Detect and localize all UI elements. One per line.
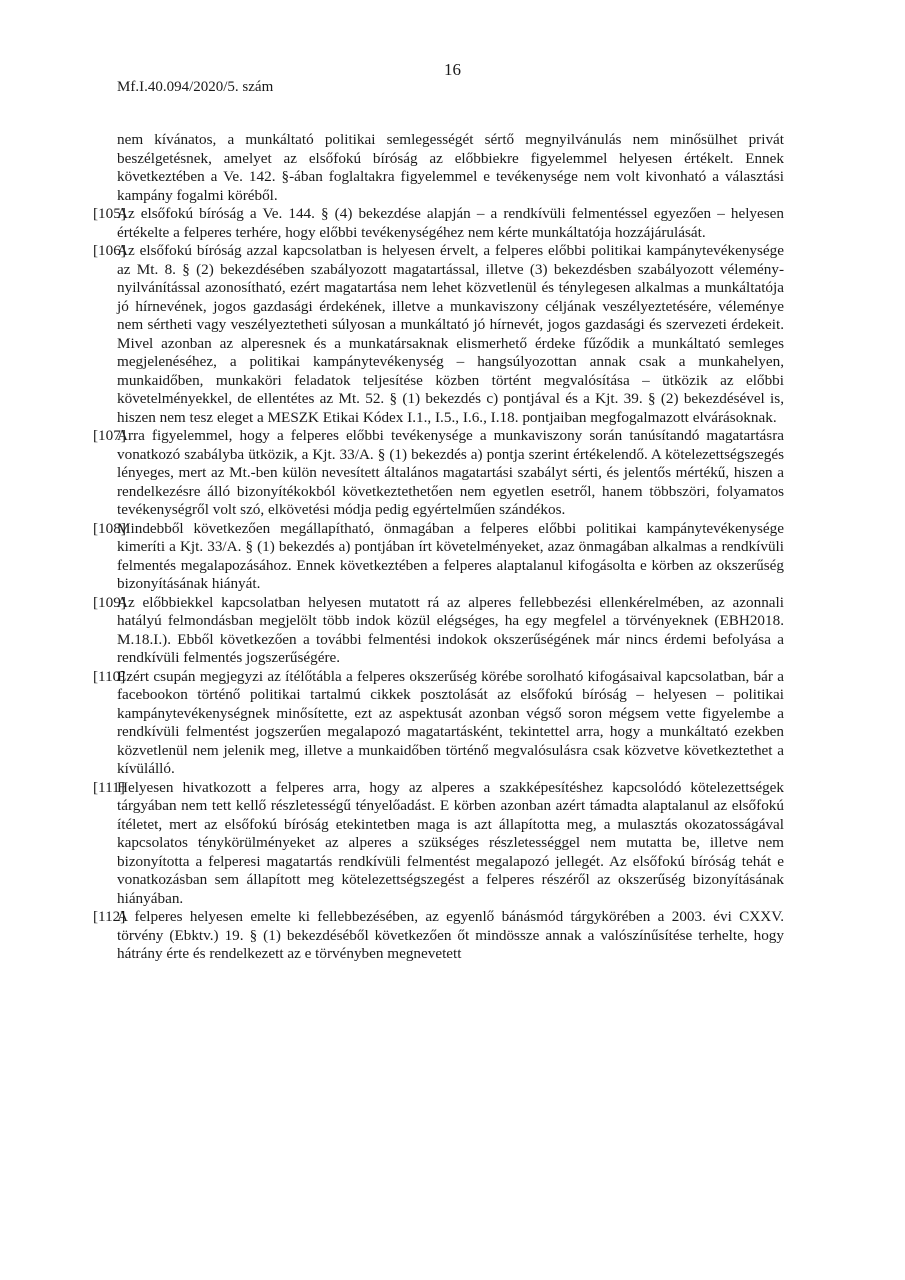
paragraph-111 [93,778,784,909]
paragraph-text: Helyesen hivatkozott a felperes arra, hogy az alperes a szakképesítéshez kapcsolódó kötelezettségek tárgyában nem tett kellő részletességű tényelőadást. E körben azonban azért támadta alaptalanul az elsőfokú ítéletet, mert az elsőfokú bíróság etekintetben maga is azt állapította meg, a mulasztás okozatosságával kapcsolatos ténykörülményeket az alperes a szükséges részletességgel nem mutatta be, illetve nem bizonyította a felperesi magatartás rendkívüli felmentést megalapozó jellegét. Az elsőfokú bíróság tehát e vonatkozásban sem állapított meg kötelezettségszegést a felperes részéről az okszerűség bizonyításának hiányában. [117,778,784,907]
paragraph-110 [93,667,784,779]
paragraph-107 [93,427,784,520]
paragraph-text: Arra figyelemmel, hogy a felperes előbbi tevékenysége a munkaviszony során tanúsítandó magatartásra vonatkozó szabályba ütközik, a Kjt. 33/A. § (1) bekezdés a) pontja szerint értékelendő. A kötelezettségszegés lényeges, mert az Mt.-ben külön nevesített általános magatartási szabályt sérti, és jelentős mértékű, hiszen a rendelkezésre álló bizonyítékokból következtethetően nem egyetlen esetről, hanem többszöri, folyamatos tevékenységről volt szó, elkövetési módja pedig egyértelműen szándékos. [117,427,784,518]
paragraph-number: [112] [93,908,126,925]
paragraph-number: [107] [93,427,126,444]
paragraph-number: [106] [93,242,126,259]
paragraph-text: Ezért csupán megjegyzi az ítélőtábla a felperes okszerűség körébe sorolható kifogásaival kapcsolatban, bár a facebookon történő politikai tartalmú cikkek posztolását az elsőfokú bíróság – helyesen – politikai kampánytevékenységnek minősítette, ezt az aspektusát azonban végső soron mégsem vette figyelembe a rendkívüli felmentést jogszerűen megalapozó magatartásként, tekintettel arra, hogy a munkáltató ezekben közvetlenül nem jelenik meg, illetve a munkaidőben történő megvalósulásra csak közvetve következtethet a kívülálló. [117,667,784,777]
page-number: 16 [444,60,461,79]
paragraph-number: [111] [93,778,125,796]
document-body [93,131,784,964]
paragraph-text: Az elsőfokú bíróság azzal kapcsolatban is helyesen érvelt, a felperes előbbi politikai kampánytevékenysége az Mt. 8. § (2) bekezdésében szabályozott magatartással, illetve (3) bekezdésben szabályozott vélemény-nyilvánítással azonosítható, ezért magatartása nem lehet közvetlenül és ténylegesen alkalmas a munkáltatója jó hírnevének, jogos gazdasági érdekének, illetve a munkaviszony céljának veszélyeztetésére, véleménye nem sértheti vagy veszélyeztetheti súlyosan a munkáltató jó hírnevét, jogos gazdasági és szervezeti érdekeit. Mivel azonban az alperesnek és a munkatársaknak elismerhető érdeke fűződik a munkáltató semleges megjelenéséhez, a politikai kampánytevékenység – hangsúlyozottan annak csak a munkahelyen, munkaidőben, munkaköri feladatok teljesítése közben történt megvalósítása – ütközik az előbbi követelményekkel, de ellentétes az Mt. 52. § (1) bekezdés c) pontjával és a Kjt. 39. § (2) bekezdésével is, hiszen nem tesz eleget a MESZK Etikai Kódex I.1., I.5., I.6., I.18. pontjaiban megfogalmazott elvárásoknak. [117,242,784,426]
paragraph-number: [108] [93,519,126,537]
paragraph-number: [110] [93,667,126,685]
paragraph-105 [93,205,784,242]
paragraph-109 [93,593,784,668]
paragraph-text: A felperes helyesen emelte ki fellebbezésében, az egyenlő bánásmód tárgykörében a 2003. évi CXXV. törvény (Ebktv.) 19. § (1) bekezdéséből következően őt mindössze annak a valószínűsítése terhelte, hogy hátrány érte és rendelkezett az e törvényben megnevetett [117,908,784,962]
paragraph-108 [93,519,784,594]
paragraph-continued [117,131,784,205]
paragraph-106 [93,242,784,427]
paragraph-text: Mindebből következően megállapítható, önmagában a felperes előbbi politikai kampánytevékenysége kimeríti a Kjt. 33/A. § (1) bekezdés a) pontjában írt követelményeket, azaz önmagában alkalmas a rendkívüli felmentés megalapozásához. Ennek következtében a felperes alaptalanul kifogásolta e körben az okszerűség bizonyításának hiányát. [117,519,784,592]
case-number: Mf.I.40.094/2020/5. szám [117,79,274,95]
paragraph-text: nem kívánatos, a munkáltató politikai semlegességét sértő megnyilvánulás nem minősülhet privát beszélgetésnek, amelyet az elsőfokú bíróság az előbbiekre figyelemmel helyesen értékelt. Ennek következtében a Ve. 142. §-ában foglaltakra figyelemmel e tevékenysége nem volt kivonható a választási kampány fogalmi köréből. [117,131,784,204]
paragraph-number: [109] [93,593,126,611]
paragraph-text: Az előbbiekkel kapcsolatban helyesen mutatott rá az alperes fellebbezési ellenkérelmében, az azonnali hatályú felmondásban megjelölt több indok közül elégséges, ha egy megfelel a törvényeknek (EBH2018. M.18.I.). Ebből következően a további felmentési indokok okszerűségének már nincs érdemi befolyása a rendkívüli felmentés jogszerűségére. [117,593,784,666]
paragraph-text: Az elsőfokú bíróság a Ve. 144. § (4) bekezdése alapján – a rendkívüli felmentéssel egyezően – helyesen értékelte a felperes terhére, hogy előbbi tevékenységéhez nem kérte munkáltatója hozzájárulását. [117,205,784,241]
paragraph-number: [105] [93,205,126,222]
paragraph-112 [93,908,784,964]
